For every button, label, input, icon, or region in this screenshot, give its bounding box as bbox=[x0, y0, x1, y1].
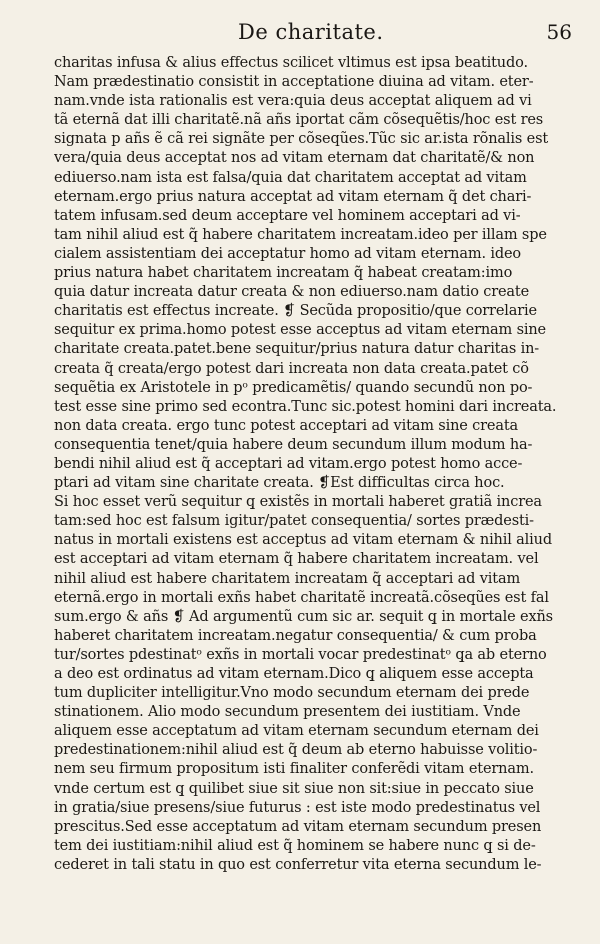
text-line: bendi nihil aliud est q̃ acceptari ad vitam.ergo potest homo acce- bbox=[54, 455, 523, 472]
text-line: tum dupliciter intelligitur.Vno modo secundum eternam dei prede bbox=[54, 685, 530, 702]
body-text bbox=[54, 54, 570, 875]
text-line: a deo est ordinatus ad vitam eternam.Dico q̧ aliquem esse accepta bbox=[54, 666, 534, 682]
text-line: in gratia/siue presens/siue futurus : est iste modo predestinatus vel bbox=[54, 799, 541, 816]
text-line: sequẽtia ex Aristotele in pᵒ predicamẽtis/ quando secundũ non po- bbox=[54, 379, 533, 396]
folio-number: 56 bbox=[546, 20, 572, 44]
text-line: tem dei iustitiam:nihil aliud est q̃ hominem se habere nunc q̧ si de- bbox=[54, 837, 536, 854]
text-line: signata p añs ẽ cã rei signãte per cõseqũes.Tũc sic ar.ista rõnalis est bbox=[54, 131, 549, 148]
text-line: nam.vnde ista rationalis est vera:quia deus acceptat aliquem ad vi bbox=[54, 93, 532, 110]
text-line: creata q̃ creata/ergo potest dari increata non data creata.patet cõ bbox=[54, 360, 529, 377]
text-line: charitas infusa & alius effectus scilicet vltimus est ipsa beatitudo. bbox=[54, 55, 528, 71]
text-line: tã eternã dat illi charitatẽ.nã añs iportat cãm cõsequẽtis/hoc est res bbox=[54, 112, 544, 129]
text-line: prescitus.Sed esse acceptatum ad vitam eternam secundum presen bbox=[54, 818, 542, 835]
text-line: eternam.ergo prius natura acceptat ad vitam eternam q̃ det chari- bbox=[54, 188, 532, 205]
page-header bbox=[60, 20, 572, 48]
text-line: eternã.ergo in mortali exñs habet charitatẽ increatã.cõseqũes est fal bbox=[54, 589, 549, 606]
text-line: vera/quia deus acceptat nos ad vitam eternam dat charitatẽ/& non bbox=[54, 150, 535, 167]
text-line: tatem infusam.sed deum acceptare vel hominem acceptari ad vi- bbox=[54, 207, 521, 224]
text-line: charitate creata.patet.bene sequitur/prius natura datur charitas in- bbox=[54, 341, 540, 358]
text-line: prius natura habet charitatem increatam q̃ habeat creatam:imo bbox=[54, 265, 513, 282]
text-line: haberet charitatem increatam.negatur consequentia/ & cum proba bbox=[54, 627, 537, 644]
text-line: cialem assistentiam dei acceptatur homo ad vitam eternam. ideo bbox=[54, 245, 521, 262]
text-line: test esse sine primo sed econtra.Tunc sic.potest homini dari increata. bbox=[54, 398, 557, 415]
text-line: aliquem esse acceptatum ad vitam eternam secundum eternam dei bbox=[54, 723, 539, 740]
text-line: Nam prædestinatio consistit in acceptatione diuina ad vitam. eter- bbox=[54, 74, 534, 91]
running-title: De charitate. bbox=[238, 20, 384, 44]
text-line: nihil aliud est habere charitatem increatam q̃ acceptari ad vitam bbox=[54, 570, 521, 587]
text-line: tur/sortes pdestinatᵒ exñs in mortali vocar predestinatᵒ q̧a ab eterno bbox=[54, 646, 547, 663]
text-line: natus in mortali existens est acceptus ad vitam eternam & nihil aliud bbox=[54, 532, 552, 549]
text-line: tam nihil aliud est q̃ habere charitatem increatam.ideo per illam spe bbox=[54, 226, 547, 243]
text-line: sum.ergo & añs ❡ Ad argumentũ cum sic ar. sequit q̧ in mortale exñs bbox=[54, 608, 553, 625]
text-line: charitatis est effectus increate. ❡ Secũda propositio/que correlarie bbox=[54, 303, 537, 320]
text-line: vnde certum est q̧ quilibet siue sit siue non sit:siue in peccato siue bbox=[54, 780, 534, 797]
text-line: tam:sed hoc est falsum igitur/patet consequentia/ sortes prædesti- bbox=[54, 513, 534, 530]
text-line: consequentia tenet/quia habere deum secundum illum modum ha- bbox=[54, 436, 533, 453]
text-line: cederet in tali statu in quo est conferretur vita eterna secundum le- bbox=[54, 856, 542, 873]
text-line: predestinationem:nihil aliud est q̃ deum ab eterno habuisse volitio- bbox=[54, 742, 538, 759]
text-line: non data creata. ergo tunc potest acceptari ad vitam sine creata bbox=[54, 417, 519, 434]
text-line: nem seu firmum propositum isti finaliter conferẽdi vitam eternam. bbox=[54, 761, 534, 778]
text-line: Si hoc esset verũ sequitur q̧ existẽs in mortali haberet gratiã increa bbox=[54, 494, 542, 511]
text-line: ediuerso.nam ista est falsa/quia dat charitatem acceptat ad vitam bbox=[54, 169, 527, 186]
text-line: est acceptari ad vitam eternam q̃ habere charitatem increatam. vel bbox=[54, 551, 539, 568]
text-line: quia datur increata datur creata & non ediuerso.nam datio create bbox=[54, 284, 530, 301]
text-line: stinationem. Alio modo secundum presentem dei iustitiam. Vnde bbox=[54, 704, 521, 721]
text-line: ptari ad vitam sine charitate creata. ❡Est difficultas circa hoc. bbox=[54, 475, 505, 492]
text-line: sequitur ex prima.homo potest esse acceptus ad vitam eternam sine bbox=[54, 322, 546, 339]
